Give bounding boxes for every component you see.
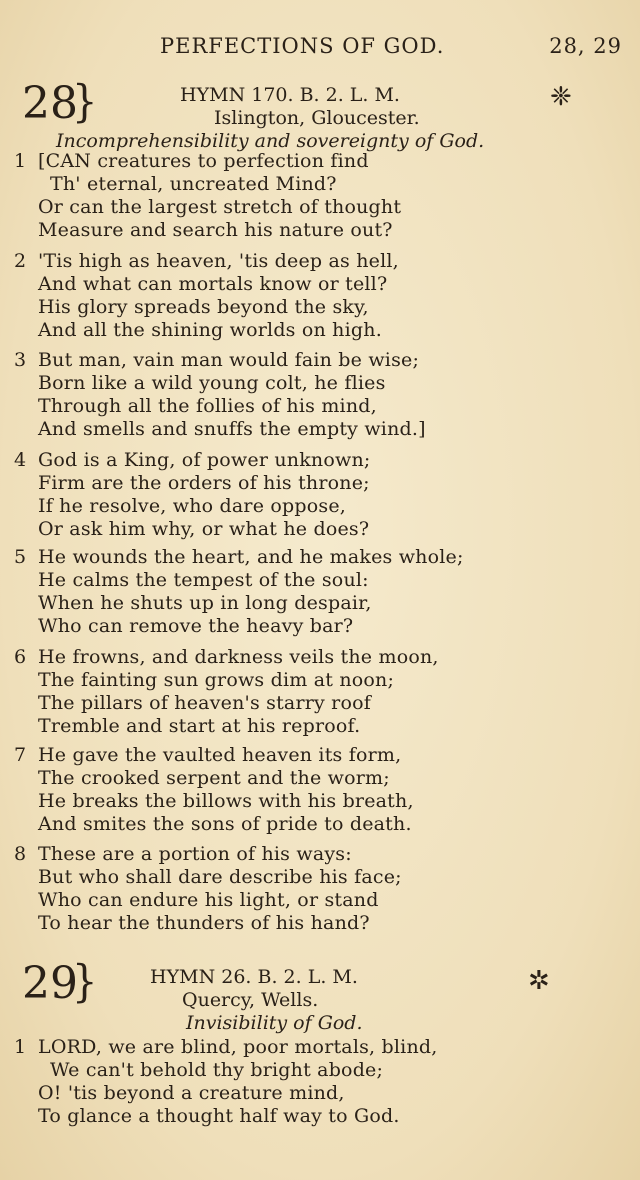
running-head-page-numbers: 28, 29: [549, 34, 622, 58]
hymn-number: 28: [22, 78, 78, 129]
verse-line: Or ask him why, or what he does?: [38, 518, 370, 540]
tune-names: Islington, Gloucester.: [214, 107, 420, 129]
verse-line: The fainting sun grows dim at noon;: [38, 669, 395, 691]
ornament-icon: ❈: [550, 82, 572, 112]
stanza-number: 6: [14, 646, 27, 668]
verse-line: Firm are the orders of his throne;: [38, 472, 370, 494]
verse-line: To hear the thunders of his hand?: [38, 912, 370, 934]
verse-line: He wounds the heart, and he makes whole;: [38, 546, 464, 568]
hymn-header-line: HYMN 26. B. 2. L. M.: [150, 966, 358, 988]
verse-line: And smites the sons of pride to death.: [38, 813, 412, 835]
verse-line: To glance a thought half way to God.: [38, 1105, 400, 1127]
verse-line: If he resolve, who dare oppose,: [38, 495, 347, 517]
stanza-number: 2: [14, 250, 27, 272]
verse-line: He gave the vaulted heaven its form,: [38, 744, 402, 766]
verse-line: He calms the tempest of the soul:: [38, 569, 369, 591]
verse-line: But who shall dare describe his face;: [38, 866, 402, 888]
verse-line: Or can the largest stretch of thought: [38, 196, 402, 218]
verse-line: And all the shining worlds on high.: [38, 319, 382, 341]
verse-line: These are a portion of his ways:: [38, 843, 352, 865]
stanza-number: 1: [14, 1036, 27, 1058]
verse-line: And smells and snuffs the empty wind.]: [38, 418, 426, 440]
running-head: [160, 34, 622, 62]
tune-names: Quercy, Wells.: [182, 989, 319, 1011]
verse-line: Th' eternal, uncreated Mind?: [50, 173, 337, 195]
verse-line: God is a King, of power unknown;: [38, 449, 371, 471]
verse-line: But man, vain man would fain be wise;: [38, 349, 420, 371]
running-head-title: PERFECTIONS OF GOD.: [160, 34, 445, 58]
stanza-number: 5: [14, 546, 27, 568]
verse-line: When he shuts up in long despair,: [38, 592, 372, 614]
verse-line: Born like a wild young colt, he flies: [38, 372, 386, 394]
brace-glyph: }: [72, 956, 98, 1008]
verse-line: LORD, we are blind, poor mortals, blind,: [38, 1036, 438, 1058]
verse-line: Who can endure his light, or stand: [38, 889, 379, 911]
stanza-number: 1: [14, 150, 27, 172]
stanza-number: 3: [14, 349, 27, 371]
hymn-subject: Incomprehensibility and sovereignty of God.: [56, 130, 485, 152]
verse-line: He frowns, and darkness veils the moon,: [38, 646, 439, 668]
ornament-icon: ✲: [528, 966, 550, 996]
verse-line: [CAN creatures to perfection find: [38, 150, 369, 172]
verse-line: Tremble and start at his reproof.: [38, 715, 361, 737]
verse-line: 'Tis high as heaven, 'tis deep as hell,: [38, 250, 399, 272]
hymn-header-line: HYMN 170. B. 2. L. M.: [180, 84, 400, 106]
verse-line: Through all the follies of his mind,: [38, 395, 377, 417]
hymn-subject: Invisibility of God.: [186, 1012, 363, 1034]
stanza-number: 7: [14, 744, 27, 766]
brace-glyph: }: [72, 76, 98, 128]
verse-line: He breaks the billows with his breath,: [38, 790, 414, 812]
stanza-number: 4: [14, 449, 27, 471]
stanza-number: 8: [14, 843, 27, 865]
verse-line: And what can mortals know or tell?: [38, 273, 388, 295]
verse-line: Measure and search his nature out?: [38, 219, 393, 241]
verse-line: We can't behold thy bright abode;: [50, 1059, 384, 1081]
verse-line: Who can remove the heavy bar?: [38, 615, 354, 637]
verse-line: His glory spreads beyond the sky,: [38, 296, 369, 318]
verse-line: The pillars of heaven's starry roof: [38, 692, 371, 714]
hymn-number: 29: [22, 958, 78, 1009]
verse-line: The crooked serpent and the worm;: [38, 767, 390, 789]
verse-line: O! 'tis beyond a creature mind,: [38, 1082, 345, 1104]
